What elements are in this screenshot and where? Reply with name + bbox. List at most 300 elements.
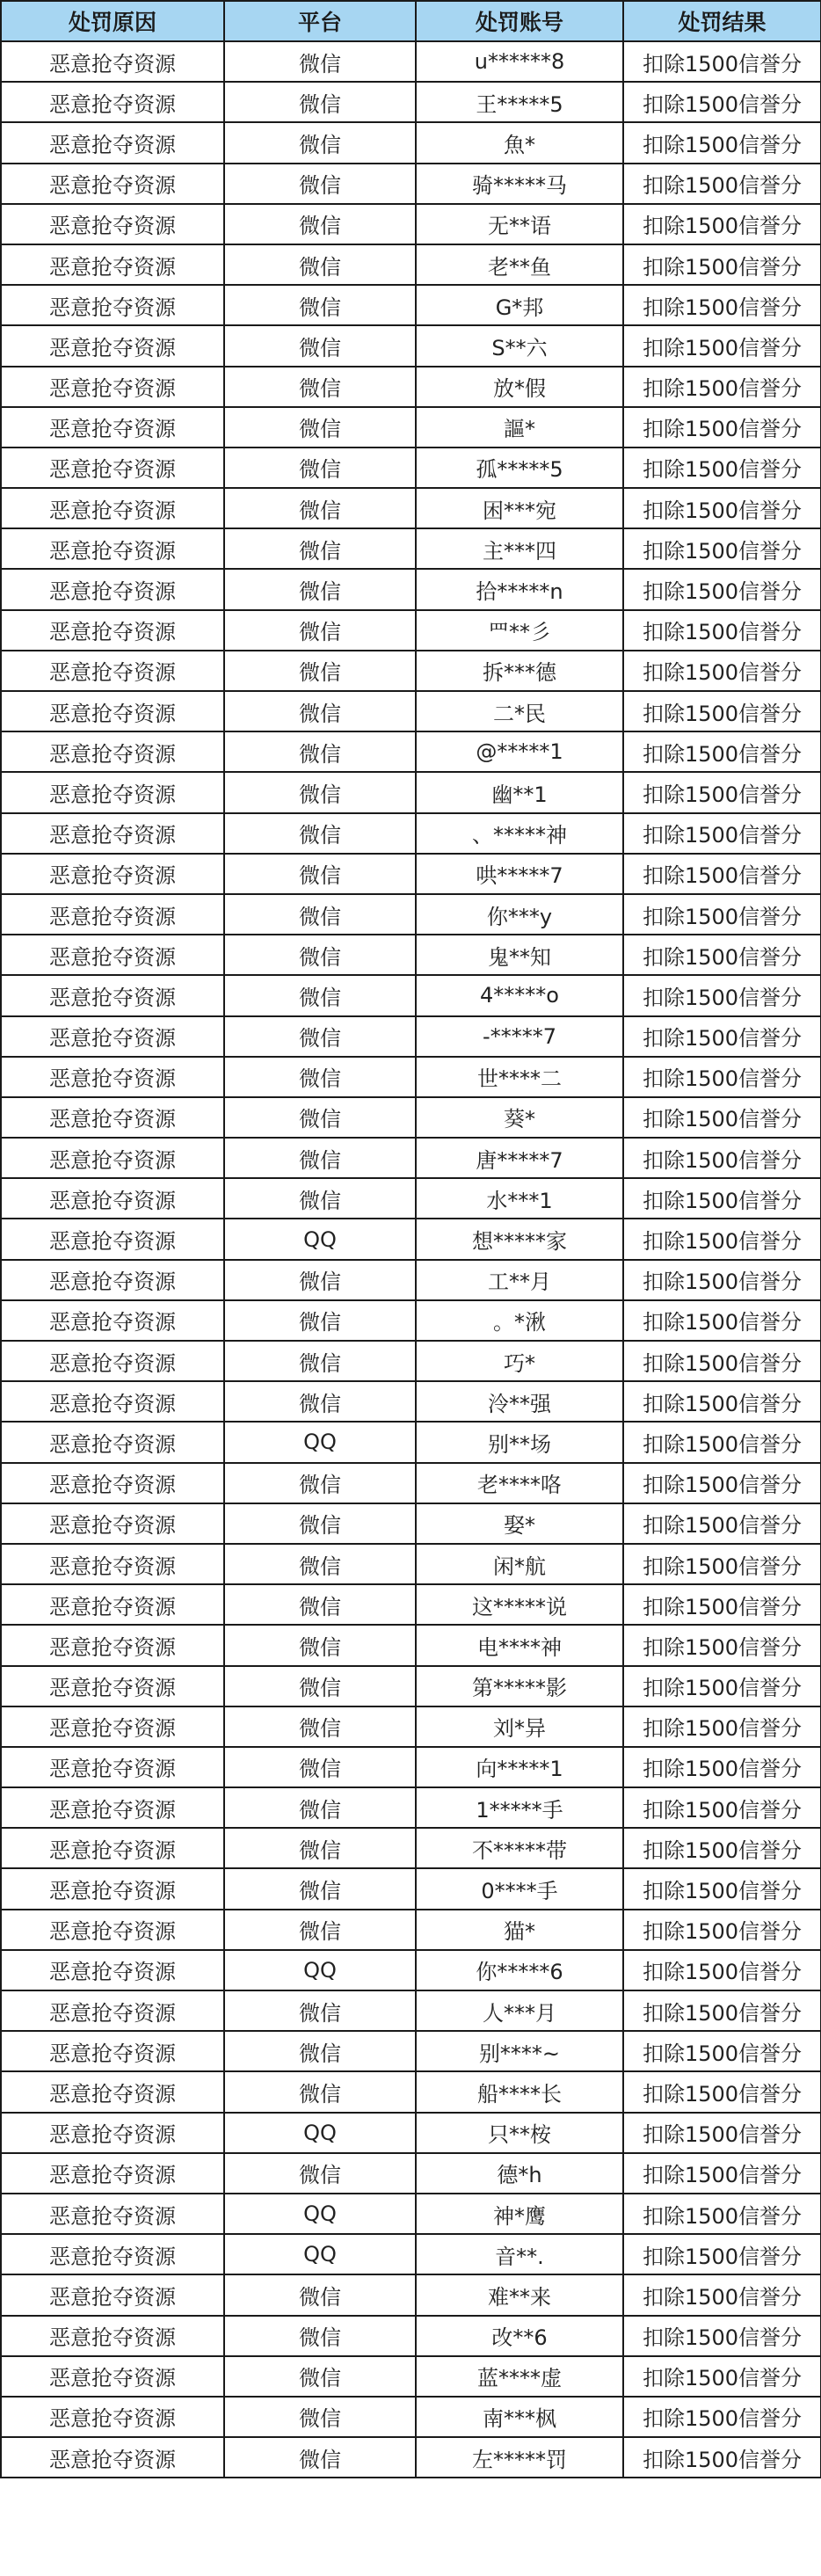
- cell-account: -*****7: [416, 1016, 623, 1057]
- header-reason: 处罚原因: [1, 1, 224, 41]
- cell-account: 骑*****马: [416, 164, 623, 204]
- table-row: [1, 1341, 821, 1381]
- table-row: [1, 1260, 821, 1300]
- cell-result: 扣除1500信誉分: [623, 1787, 821, 1828]
- cell-result: 扣除1500信誉分: [623, 1341, 821, 1381]
- cell-account: 二*民: [416, 691, 623, 731]
- cell-reason: 恶意抢夺资源: [1, 2274, 224, 2315]
- cell-reason: 恶意抢夺资源: [1, 975, 224, 1015]
- cell-reason: 恶意抢夺资源: [1, 610, 224, 651]
- table-row: [1, 2153, 821, 2194]
- cell-reason: 恶意抢夺资源: [1, 82, 224, 122]
- cell-platform: 微信: [224, 1381, 416, 1422]
- cell-account: S**六: [416, 325, 623, 366]
- table-row: [1, 1950, 821, 1990]
- cell-result: 扣除1500信誉分: [623, 2071, 821, 2112]
- table-row: [1, 1219, 821, 1259]
- cell-reason: 恶意抢夺资源: [1, 204, 224, 244]
- cell-platform: 微信: [224, 1747, 416, 1787]
- cell-platform: 微信: [224, 2437, 416, 2478]
- cell-reason: 恶意抢夺资源: [1, 2316, 224, 2356]
- cell-account: 想*****家: [416, 1219, 623, 1259]
- cell-reason: 恶意抢夺资源: [1, 1787, 224, 1828]
- cell-account: 鬼**知: [416, 935, 623, 975]
- cell-reason: 恶意抢夺资源: [1, 1666, 224, 1706]
- cell-platform: 微信: [224, 731, 416, 772]
- cell-account: 唐*****7: [416, 1138, 623, 1178]
- table-row: [1, 528, 821, 569]
- cell-account: 猫*: [416, 1910, 623, 1950]
- cell-reason: 恶意抢夺资源: [1, 1544, 224, 1584]
- cell-platform: 微信: [224, 325, 416, 366]
- table-row: [1, 164, 821, 204]
- table-row: [1, 1706, 821, 1747]
- cell-result: 扣除1500信誉分: [623, 1950, 821, 1990]
- cell-account: 孤*****5: [416, 448, 623, 488]
- cell-account: 你*****6: [416, 1950, 623, 1990]
- table-row: [1, 935, 821, 975]
- cell-platform: 微信: [224, 2316, 416, 2356]
- cell-account: 改**6: [416, 2316, 623, 2356]
- cell-platform: 微信: [224, 813, 416, 854]
- cell-result: 扣除1500信誉分: [623, 1097, 821, 1138]
- cell-platform: 微信: [224, 204, 416, 244]
- cell-result: 扣除1500信誉分: [623, 1463, 821, 1503]
- cell-account: 你***y: [416, 894, 623, 935]
- table-row: [1, 1178, 821, 1219]
- cell-reason: 恶意抢夺资源: [1, 1950, 224, 1990]
- table-row: [1, 854, 821, 894]
- header-row: [1, 1, 821, 41]
- cell-reason: 恶意抢夺资源: [1, 1706, 224, 1747]
- cell-account: 别**场: [416, 1422, 623, 1462]
- table-row: [1, 975, 821, 1015]
- table-row: [1, 691, 821, 731]
- cell-reason: 恶意抢夺资源: [1, 854, 224, 894]
- cell-platform: 微信: [224, 448, 416, 488]
- cell-reason: 恶意抢夺资源: [1, 772, 224, 812]
- cell-platform: 微信: [224, 1868, 416, 1909]
- cell-account: 不*****带: [416, 1828, 623, 1868]
- cell-account: G*邦: [416, 285, 623, 325]
- cell-reason: 恶意抢夺资源: [1, 2071, 224, 2112]
- cell-reason: 恶意抢夺资源: [1, 1828, 224, 1868]
- cell-platform: QQ: [224, 1950, 416, 1990]
- cell-reason: 恶意抢夺资源: [1, 1341, 224, 1381]
- cell-result: 扣除1500信誉分: [623, 935, 821, 975]
- cell-platform: 微信: [224, 1625, 416, 1665]
- cell-platform: 微信: [224, 1057, 416, 1097]
- table-row: [1, 1787, 821, 1828]
- table-row: [1, 448, 821, 488]
- table-row: [1, 244, 821, 285]
- cell-reason: 恶意抢夺资源: [1, 407, 224, 448]
- cell-result: 扣除1500信誉分: [623, 854, 821, 894]
- table-row: [1, 367, 821, 407]
- cell-reason: 恶意抢夺资源: [1, 285, 224, 325]
- cell-result: 扣除1500信誉分: [623, 1747, 821, 1787]
- cell-account: 电****神: [416, 1625, 623, 1665]
- cell-platform: 微信: [224, 1178, 416, 1219]
- cell-reason: 恶意抢夺资源: [1, 2397, 224, 2437]
- table-row: [1, 1868, 821, 1909]
- table-row: [1, 2437, 821, 2478]
- cell-reason: 恶意抢夺资源: [1, 1868, 224, 1909]
- cell-reason: 恶意抢夺资源: [1, 41, 224, 82]
- cell-result: 扣除1500信誉分: [623, 1706, 821, 1747]
- cell-result: 扣除1500信誉分: [623, 41, 821, 82]
- cell-account: u******8: [416, 41, 623, 82]
- cell-platform: QQ: [224, 2234, 416, 2274]
- header-result: 处罚结果: [623, 1, 821, 41]
- cell-reason: 恶意抢夺资源: [1, 1138, 224, 1178]
- table-row: [1, 1747, 821, 1787]
- header-account: 处罚账号: [416, 1, 623, 41]
- cell-reason: 恶意抢夺资源: [1, 2031, 224, 2071]
- header-platform: 平台: [224, 1, 416, 41]
- table-row: [1, 1910, 821, 1950]
- cell-account: 德*h: [416, 2153, 623, 2194]
- table-row: [1, 407, 821, 448]
- cell-result: 扣除1500信誉分: [623, 204, 821, 244]
- cell-account: 泠**强: [416, 1381, 623, 1422]
- cell-result: 扣除1500信誉分: [623, 1138, 821, 1178]
- cell-result: 扣除1500信誉分: [623, 813, 821, 854]
- cell-account: 左*****罚: [416, 2437, 623, 2478]
- cell-platform: QQ: [224, 2194, 416, 2234]
- table-row: [1, 610, 821, 651]
- cell-account: 难**来: [416, 2274, 623, 2315]
- table-row: [1, 1544, 821, 1584]
- table-row: [1, 1463, 821, 1503]
- cell-result: 扣除1500信誉分: [623, 325, 821, 366]
- cell-result: 扣除1500信誉分: [623, 244, 821, 285]
- table-row: [1, 569, 821, 609]
- cell-result: 扣除1500信誉分: [623, 1057, 821, 1097]
- cell-result: 扣除1500信誉分: [623, 1381, 821, 1422]
- cell-reason: 恶意抢夺资源: [1, 1381, 224, 1422]
- table-row: [1, 2071, 821, 2112]
- cell-reason: 恶意抢夺资源: [1, 1463, 224, 1503]
- cell-result: 扣除1500信誉分: [623, 1300, 821, 1341]
- cell-result: 扣除1500信誉分: [623, 1666, 821, 1706]
- cell-reason: 恶意抢夺资源: [1, 1625, 224, 1665]
- cell-reason: 恶意抢夺资源: [1, 651, 224, 691]
- table-row: [1, 731, 821, 772]
- table-row: [1, 2274, 821, 2315]
- cell-reason: 恶意抢夺资源: [1, 569, 224, 609]
- cell-result: 扣除1500信誉分: [623, 1503, 821, 1544]
- table-row: [1, 488, 821, 528]
- table-row: [1, 41, 821, 82]
- cell-platform: 微信: [224, 41, 416, 82]
- cell-platform: 微信: [224, 1016, 416, 1057]
- table-header: [1, 1, 821, 41]
- cell-reason: 恶意抢夺资源: [1, 1747, 224, 1787]
- cell-reason: 恶意抢夺资源: [1, 1503, 224, 1544]
- cell-account: @*****1: [416, 731, 623, 772]
- cell-result: 扣除1500信誉分: [623, 2274, 821, 2315]
- cell-reason: 恶意抢夺资源: [1, 244, 224, 285]
- cell-platform: 微信: [224, 1260, 416, 1300]
- cell-reason: 恶意抢夺资源: [1, 1260, 224, 1300]
- table-row: [1, 1666, 821, 1706]
- table-row: [1, 325, 821, 366]
- cell-account: 蓝****虚: [416, 2356, 623, 2397]
- cell-reason: 恶意抢夺资源: [1, 2194, 224, 2234]
- cell-platform: 微信: [224, 1584, 416, 1625]
- cell-platform: 微信: [224, 1544, 416, 1584]
- cell-platform: 微信: [224, 367, 416, 407]
- cell-account: 神*鹰: [416, 2194, 623, 2234]
- cell-platform: 微信: [224, 1990, 416, 2031]
- cell-platform: 微信: [224, 894, 416, 935]
- cell-account: 主***四: [416, 528, 623, 569]
- cell-account: 世****二: [416, 1057, 623, 1097]
- cell-reason: 恶意抢夺资源: [1, 325, 224, 366]
- cell-reason: 恶意抢夺资源: [1, 894, 224, 935]
- cell-platform: 微信: [224, 488, 416, 528]
- cell-result: 扣除1500信誉分: [623, 1016, 821, 1057]
- cell-result: 扣除1500信誉分: [623, 2437, 821, 2478]
- table-body: [1, 41, 821, 2478]
- cell-platform: 微信: [224, 528, 416, 569]
- table-row: [1, 122, 821, 163]
- cell-platform: 微信: [224, 122, 416, 163]
- cell-account: 哄*****7: [416, 854, 623, 894]
- cell-platform: 微信: [224, 1138, 416, 1178]
- table-row: [1, 1381, 821, 1422]
- cell-result: 扣除1500信誉分: [623, 448, 821, 488]
- cell-platform: QQ: [224, 1422, 416, 1462]
- cell-result: 扣除1500信誉分: [623, 2234, 821, 2274]
- cell-account: 只**桉: [416, 2113, 623, 2153]
- cell-reason: 恶意抢夺资源: [1, 488, 224, 528]
- cell-result: 扣除1500信誉分: [623, 2113, 821, 2153]
- table-row: [1, 2397, 821, 2437]
- cell-account: 娶*: [416, 1503, 623, 1544]
- cell-result: 扣除1500信誉分: [623, 528, 821, 569]
- cell-result: 扣除1500信誉分: [623, 772, 821, 812]
- cell-platform: 微信: [224, 1706, 416, 1747]
- cell-platform: 微信: [224, 610, 416, 651]
- cell-platform: 微信: [224, 1097, 416, 1138]
- cell-reason: 恶意抢夺资源: [1, 2356, 224, 2397]
- cell-reason: 恶意抢夺资源: [1, 1016, 224, 1057]
- cell-account: 放*假: [416, 367, 623, 407]
- cell-result: 扣除1500信誉分: [623, 2316, 821, 2356]
- cell-account: 拆***德: [416, 651, 623, 691]
- cell-result: 扣除1500信誉分: [623, 1828, 821, 1868]
- cell-account: 巧*: [416, 1341, 623, 1381]
- table-row: [1, 1138, 821, 1178]
- cell-account: 幽**1: [416, 772, 623, 812]
- cell-result: 扣除1500信誉分: [623, 975, 821, 1015]
- cell-result: 扣除1500信誉分: [623, 2356, 821, 2397]
- cell-platform: 微信: [224, 2356, 416, 2397]
- table-row: [1, 813, 821, 854]
- cell-platform: QQ: [224, 2113, 416, 2153]
- table-row: [1, 2031, 821, 2071]
- cell-result: 扣除1500信誉分: [623, 367, 821, 407]
- cell-platform: 微信: [224, 772, 416, 812]
- cell-platform: 微信: [224, 1463, 416, 1503]
- cell-platform: 微信: [224, 1666, 416, 1706]
- cell-platform: 微信: [224, 1787, 416, 1828]
- table-row: [1, 285, 821, 325]
- table-row: [1, 1057, 821, 1097]
- cell-result: 扣除1500信誉分: [623, 2153, 821, 2194]
- cell-platform: QQ: [224, 1219, 416, 1259]
- cell-reason: 恶意抢夺资源: [1, 448, 224, 488]
- cell-reason: 恶意抢夺资源: [1, 164, 224, 204]
- cell-account: 謳*: [416, 407, 623, 448]
- cell-account: 水***1: [416, 1178, 623, 1219]
- cell-platform: 微信: [224, 651, 416, 691]
- cell-account: 无**语: [416, 204, 623, 244]
- cell-reason: 恶意抢夺资源: [1, 1584, 224, 1625]
- cell-result: 扣除1500信誉分: [623, 488, 821, 528]
- cell-reason: 恶意抢夺资源: [1, 367, 224, 407]
- table-row: [1, 1422, 821, 1462]
- cell-platform: 微信: [224, 1300, 416, 1341]
- cell-account: 人***月: [416, 1990, 623, 2031]
- cell-account: 、*****神: [416, 813, 623, 854]
- cell-account: 向*****1: [416, 1747, 623, 1787]
- cell-platform: 微信: [224, 244, 416, 285]
- table-row: [1, 82, 821, 122]
- cell-result: 扣除1500信誉分: [623, 2397, 821, 2437]
- cell-reason: 恶意抢夺资源: [1, 2437, 224, 2478]
- cell-platform: 微信: [224, 82, 416, 122]
- table-row: [1, 1584, 821, 1625]
- cell-platform: 微信: [224, 935, 416, 975]
- table-row: [1, 651, 821, 691]
- cell-reason: 恶意抢夺资源: [1, 1178, 224, 1219]
- cell-result: 扣除1500信誉分: [623, 82, 821, 122]
- cell-result: 扣除1500信誉分: [623, 2031, 821, 2071]
- cell-account: 老****咯: [416, 1463, 623, 1503]
- cell-account: 罒**彡: [416, 610, 623, 651]
- cell-account: 。*湫: [416, 1300, 623, 1341]
- cell-account: 这*****说: [416, 1584, 623, 1625]
- cell-reason: 恶意抢夺资源: [1, 935, 224, 975]
- cell-platform: 微信: [224, 285, 416, 325]
- table-row: [1, 2194, 821, 2234]
- cell-reason: 恶意抢夺资源: [1, 731, 224, 772]
- cell-platform: 微信: [224, 407, 416, 448]
- cell-reason: 恶意抢夺资源: [1, 691, 224, 731]
- cell-account: 南***枫: [416, 2397, 623, 2437]
- cell-account: 4*****o: [416, 975, 623, 1015]
- table-row: [1, 1097, 821, 1138]
- cell-result: 扣除1500信誉分: [623, 691, 821, 731]
- cell-account: 困***宛: [416, 488, 623, 528]
- table-row: [1, 2356, 821, 2397]
- cell-result: 扣除1500信誉分: [623, 610, 821, 651]
- cell-platform: 微信: [224, 569, 416, 609]
- cell-result: 扣除1500信誉分: [623, 1910, 821, 1950]
- cell-reason: 恶意抢夺资源: [1, 1300, 224, 1341]
- table-row: [1, 1300, 821, 1341]
- table-row: [1, 1828, 821, 1868]
- cell-platform: 微信: [224, 2274, 416, 2315]
- cell-reason: 恶意抢夺资源: [1, 2113, 224, 2153]
- cell-platform: 微信: [224, 975, 416, 1015]
- cell-result: 扣除1500信誉分: [623, 731, 821, 772]
- cell-result: 扣除1500信誉分: [623, 285, 821, 325]
- cell-platform: 微信: [224, 1910, 416, 1950]
- cell-platform: 微信: [224, 2397, 416, 2437]
- cell-platform: 微信: [224, 2031, 416, 2071]
- cell-result: 扣除1500信誉分: [623, 1868, 821, 1909]
- cell-result: 扣除1500信誉分: [623, 1260, 821, 1300]
- cell-reason: 恶意抢夺资源: [1, 1910, 224, 1950]
- cell-account: 别****~: [416, 2031, 623, 2071]
- cell-account: 刘*异: [416, 1706, 623, 1747]
- cell-account: 音**.: [416, 2234, 623, 2274]
- table-row: [1, 1503, 821, 1544]
- cell-account: 船****长: [416, 2071, 623, 2112]
- cell-result: 扣除1500信誉分: [623, 122, 821, 163]
- cell-account: 王*****5: [416, 82, 623, 122]
- cell-result: 扣除1500信誉分: [623, 1584, 821, 1625]
- cell-result: 扣除1500信誉分: [623, 1178, 821, 1219]
- cell-result: 扣除1500信誉分: [623, 1422, 821, 1462]
- table-row: [1, 2234, 821, 2274]
- cell-platform: 微信: [224, 1341, 416, 1381]
- cell-reason: 恶意抢夺资源: [1, 2234, 224, 2274]
- table-row: [1, 1990, 821, 2031]
- table-row: [1, 2113, 821, 2153]
- cell-account: 工**月: [416, 1260, 623, 1300]
- cell-reason: 恶意抢夺资源: [1, 1219, 224, 1259]
- cell-platform: 微信: [224, 854, 416, 894]
- cell-result: 扣除1500信誉分: [623, 894, 821, 935]
- cell-account: 0****手: [416, 1868, 623, 1909]
- cell-account: 老**鱼: [416, 244, 623, 285]
- cell-result: 扣除1500信誉分: [623, 1219, 821, 1259]
- cell-account: 闲*航: [416, 1544, 623, 1584]
- cell-platform: 微信: [224, 2071, 416, 2112]
- table-row: [1, 1625, 821, 1665]
- table-row: [1, 894, 821, 935]
- cell-reason: 恶意抢夺资源: [1, 1097, 224, 1138]
- cell-account: 拾*****n: [416, 569, 623, 609]
- cell-result: 扣除1500信誉分: [623, 569, 821, 609]
- cell-result: 扣除1500信誉分: [623, 407, 821, 448]
- cell-reason: 恶意抢夺资源: [1, 2153, 224, 2194]
- cell-account: 魚*: [416, 122, 623, 163]
- cell-reason: 恶意抢夺资源: [1, 122, 224, 163]
- cell-account: 第*****影: [416, 1666, 623, 1706]
- cell-reason: 恶意抢夺资源: [1, 813, 224, 854]
- cell-reason: 恶意抢夺资源: [1, 528, 224, 569]
- table-row: [1, 2316, 821, 2356]
- cell-platform: 微信: [224, 1503, 416, 1544]
- cell-result: 扣除1500信誉分: [623, 1544, 821, 1584]
- cell-platform: 微信: [224, 164, 416, 204]
- table-row: [1, 204, 821, 244]
- cell-result: 扣除1500信誉分: [623, 2194, 821, 2234]
- cell-platform: 微信: [224, 1828, 416, 1868]
- cell-reason: 恶意抢夺资源: [1, 1422, 224, 1462]
- cell-result: 扣除1500信誉分: [623, 651, 821, 691]
- cell-result: 扣除1500信誉分: [623, 1625, 821, 1665]
- cell-platform: 微信: [224, 2153, 416, 2194]
- cell-account: 1*****手: [416, 1787, 623, 1828]
- cell-platform: 微信: [224, 691, 416, 731]
